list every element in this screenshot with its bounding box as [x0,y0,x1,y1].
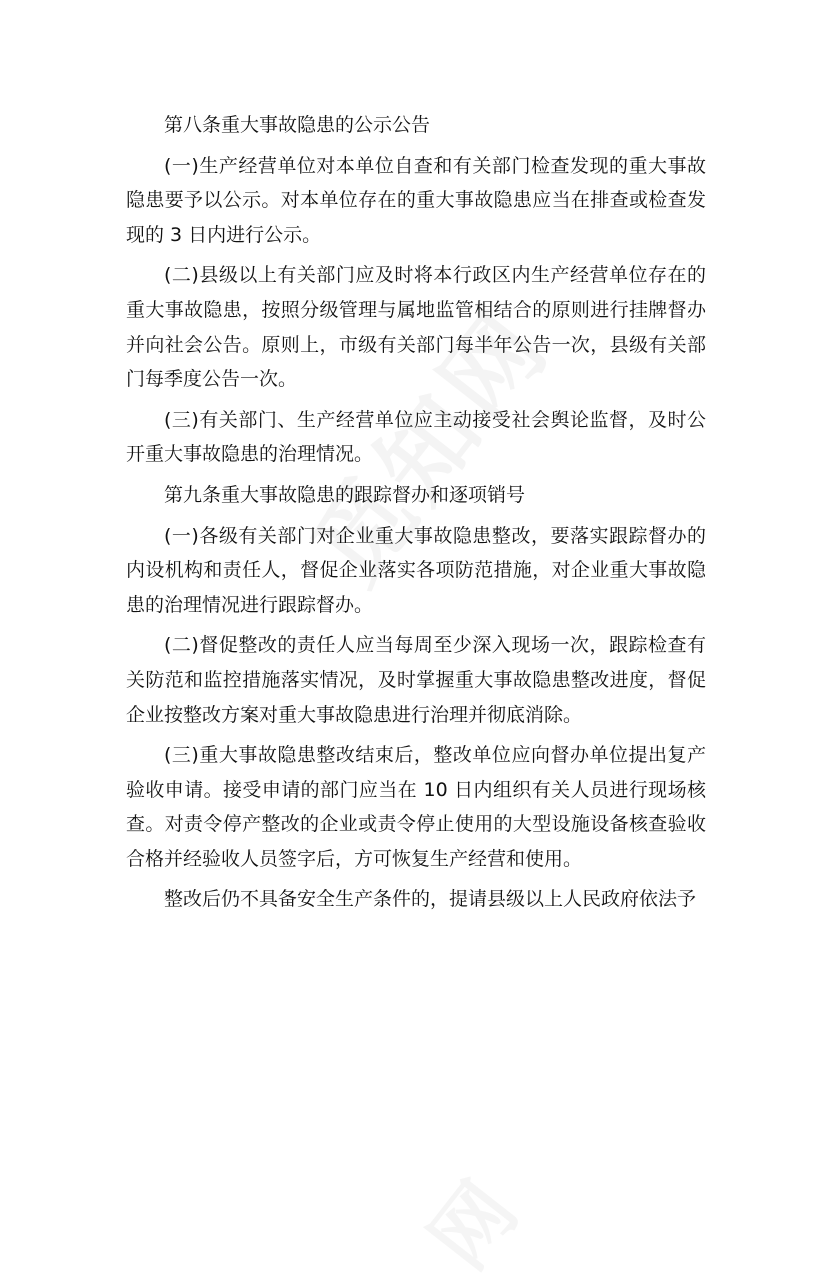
article-8-clause-1: (一)生产经营单位对本单位自查和有关部门检查发现的重大事故隐患要予以公示。对本单位存在的重大事故隐患应当在排查或检查发现的 3 日内进行公示。 [126,154,706,246]
article-9-clause-2: (二)督促整改的责任人应当每周至少深入现场一次，跟踪检查有关防范和监控措施落实情况，及时掌握重大事故隐患整改进度，督促企业按整改方案对重大事故隐患进行治理并彻底消除。 [126,634,706,726]
watermark-secondary [398,981,661,1279]
article-8-clause-3: (三)有关部门、生产经营单位应主动接受社会舆论监督，及时公开重大事故隐患的治理情况。 [126,408,706,466]
article-9-clause-3: (三)重大事故隐患整改结束后，整改单位应向督办单位提出复产验收申请。接受申请的部门应当在 10 日内组织有关人员进行现场核查。对责令停产整改的企业或责令停止使用的大型设施设备核查验收合格并经验收人员签字后，方可恢复生产经营和使用。 [126,744,706,870]
document-body [126,108,706,923]
article-9-heading: 第九条重大事故隐患的跟踪督办和逐项销号 [164,483,526,506]
article-9-clause-1: (一)各级有关部门对企业重大事故隐患整改，要落实跟踪督办的内设机构和责任人，督促企业落实各项防范措施，对企业重大事故隐患的治理情况进行跟踪督办。 [126,524,706,616]
article-8-heading: 第八条重大事故隐患的公示公告 [164,114,431,136]
article-9-continuation: 整改后仍不具备安全生产条件的，提请县级以上人民政府依法予 [164,888,697,911]
article-8-clause-2: (二)县级以上有关部门应及时将本行政区内生产经营单位存在的重大事故隐患，按照分级管理与属地监管相结合的原则进行挂牌督办并向社会公告。原则上，市级有关部门每半年公告一次，县级有关部门每季度公告一次。 [126,264,706,391]
